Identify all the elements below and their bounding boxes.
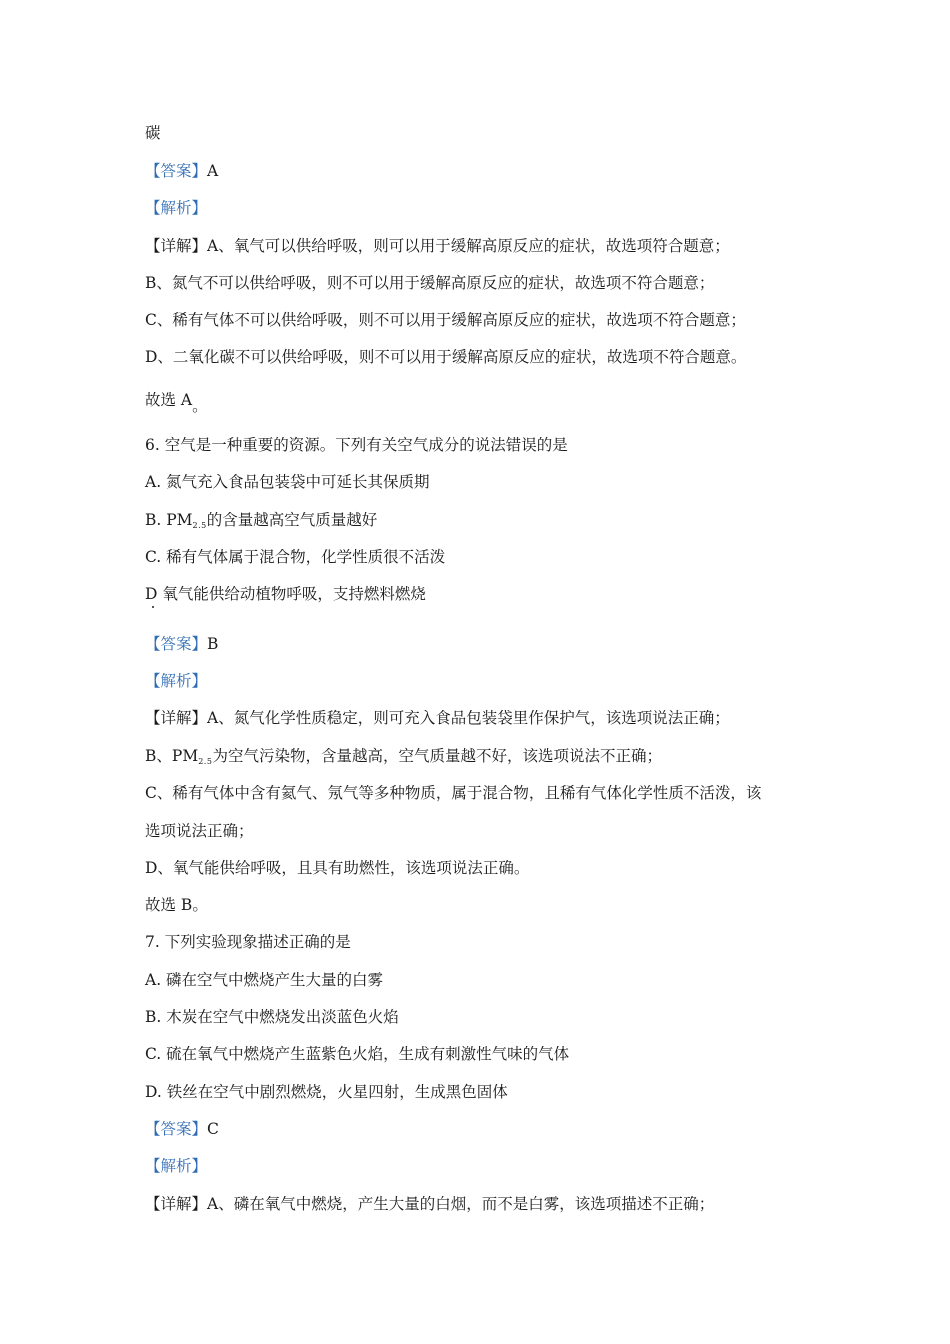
text-line: C、稀有气体不可以供给呼吸，则不可以用于缓解高原反应的症状，故选项不符合题意； bbox=[145, 311, 746, 329]
text-line: 碳 bbox=[145, 124, 161, 142]
question-6: 6. 空气是一种重要的资源。下列有关空气成分的说法错误的是 bbox=[145, 436, 568, 454]
detail-line: 【详解】A、氮气化学性质稳定，则可充入食品包装袋里作保护气，该选项说法正确； bbox=[145, 709, 730, 727]
option-a: A. 氮气充入食品包装袋中可延长其保质期 bbox=[145, 473, 430, 491]
detail-label: 【详解】 bbox=[145, 1195, 208, 1213]
text-line: B、氮气不可以供给呼吸，则不可以用于缓解高原反应的症状，故选项不符合题意； bbox=[145, 274, 715, 292]
answer-label: 【答案】 bbox=[145, 1120, 208, 1138]
text-line: 选项说法正确； bbox=[145, 822, 254, 840]
conclusion-line: 故选 A。 bbox=[145, 391, 208, 415]
option-a: A. 磷在空气中燃烧产生大量的白雾 bbox=[145, 971, 384, 989]
analysis-label: 【解析】 bbox=[145, 672, 208, 690]
detail-label: 【详解】 bbox=[145, 709, 208, 727]
text-line: B、$PM_{2.5}$为空气污染物，含量越高，空气质量越不好，该选项说法不正确； bbox=[145, 747, 662, 766]
analysis-label: 【解析】 bbox=[145, 199, 208, 217]
detail-label: 【详解】 bbox=[145, 237, 208, 255]
option-d: D 氧气能供给动植物呼吸，支持燃料燃烧 bbox=[145, 585, 426, 603]
answer-label: 【答案】 bbox=[145, 635, 208, 653]
detail-line: 【详解】A、氧气可以供给呼吸，则可以用于缓解高原反应的症状，故选项符合题意； bbox=[145, 237, 730, 255]
detail-line: 【详解】A、磷在氧气中燃烧，产生大量的白烟，而不是白雾，该选项描述不正确； bbox=[145, 1195, 715, 1213]
answer-line: 【答案】B bbox=[145, 635, 219, 653]
option-b: B. 木炭在空气中燃烧发出淡蓝色火焰 bbox=[145, 1008, 399, 1026]
analysis-heading bbox=[145, 1155, 207, 1177]
stray-dot bbox=[152, 606, 154, 608]
text-line: D、二氧化碳不可以供给呼吸，则不可以用于缓解高原反应的症状，故选项不符合题意。 bbox=[145, 348, 747, 366]
analysis-label: 【解析】 bbox=[145, 1157, 208, 1175]
question-7: 7. 下列实验现象描述正确的是 bbox=[145, 933, 351, 951]
answer-line: 【答案】C bbox=[145, 1120, 219, 1138]
option-d: D. 铁丝在空气中剧烈燃烧，火星四射，生成黑色固体 bbox=[145, 1083, 508, 1101]
analysis-heading bbox=[145, 670, 207, 692]
conclusion-line: 故选 B。 bbox=[145, 896, 208, 914]
text-line: C、稀有气体中含有氦气、氖气等多种物质，属于混合物，且稀有气体化学性质不活泼，该 bbox=[145, 784, 762, 802]
answer-line: 【答案】A bbox=[145, 162, 219, 180]
option-c: C. 稀有气体属于混合物，化学性质很不活泼 bbox=[145, 548, 446, 566]
answer-label: 【答案】 bbox=[145, 162, 208, 180]
option-c: C. 硫在氧气中燃烧产生蓝紫色火焰，生成有刺激性气味的气体 bbox=[145, 1045, 570, 1063]
option-b: B. $PM_{2.5}$的含量越高空气质量越好 bbox=[145, 511, 378, 530]
text-line: D、氧气能供给呼吸，且具有助燃性，该选项说法正确。 bbox=[145, 859, 530, 877]
analysis-heading bbox=[145, 197, 207, 219]
